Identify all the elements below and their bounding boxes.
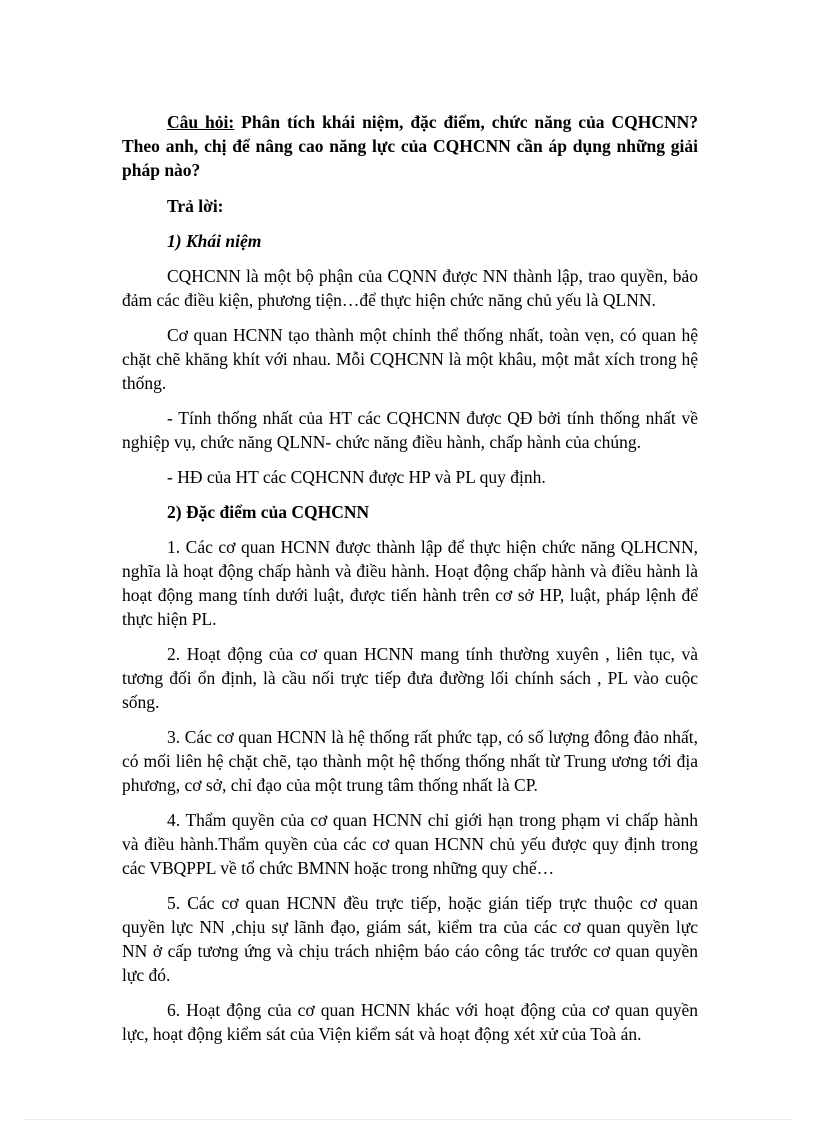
- answer-heading: Trả lời:: [167, 196, 224, 216]
- paragraph: CQHCNN là một bộ phận của CQNN được NN thành lập, trao quyền, bảo đảm các điều kiện, phương tiện…để thực hiện chức năng chủ yếu là QLNN.: [122, 266, 698, 310]
- question-label: Câu hỏi:: [167, 112, 235, 132]
- document-body: [122, 110, 698, 1057]
- paragraph: 3. Các cơ quan HCNN là hệ thống rất phức tạp, có số lượng đông đảo nhất, có mối liên hệ chặt chẽ, tạo thành một hệ thống thống nhất từ Trung ương tới địa phương, cơ sở, chỉ đạo của một trung tâm thống nhất là CP.: [122, 727, 698, 795]
- paragraph: 5. Các cơ quan HCNN đều trực tiếp, hoặc gián tiếp trực thuộc cơ quan quyền lực NN ,chịu sự lãnh đạo, giám sát, kiểm tra của các cơ quan quyền lực NN ở cấp tương ứng và chịu trách nhiệm báo cáo công tác trước cơ quan quyền lực đó.: [122, 893, 698, 985]
- paragraph: 1. Các cơ quan HCNN được thành lập để thực hiện chức năng QLHCNN, nghĩa là hoạt động chấp hành và điều hành. Hoạt động chấp hành và điều hành là hoạt động mang tính dưới luật, được tiến hành trên cơ sở HP, luật, pháp lệnh để thực hiện PL.: [122, 537, 698, 629]
- paragraph: 4. Thẩm quyền của cơ quan HCNN chỉ giới hạn trong phạm vi chấp hành và điều hành.Thẩm quyền của các cơ quan HCNN chủ yếu được quy định trong các VBQPPL về tổ chức BMNN hoặc trong những quy chế…: [122, 810, 698, 878]
- section-heading-characteristics: 2) Đặc điểm của CQHCNN: [167, 502, 370, 522]
- page-bottom-divider: [25, 1119, 791, 1120]
- question-text: Phân tích khái niệm, đặc điểm, chức năng của CQHCNN? Theo anh, chị để nâng cao năng lực của CQHCNN cần áp dụng những giải pháp nào?: [122, 112, 698, 180]
- paragraph: Cơ quan HCNN tạo thành một chỉnh thể thống nhất, toàn vẹn, có quan hệ chặt chẽ khăng khít với nhau. Mỗi CQHCNN là một khâu, một mắt xích trong hệ thống.: [122, 325, 698, 393]
- paragraph: 2. Hoạt động của cơ quan HCNN mang tính thường xuyên , liên tục, và tương đối ổn định, là cầu nối trực tiếp đưa đường lối chính sách , PL vào cuộc sống.: [122, 644, 698, 712]
- paragraph: - HĐ của HT các CQHCNN được HP và PL quy định.: [167, 467, 546, 487]
- section-heading-concept: 1) Khái niệm: [167, 231, 262, 251]
- paragraph: 6. Hoạt động của cơ quan HCNN khác với hoạt động của cơ quan quyền lực, hoạt động kiểm sát của Viện kiểm sát và hoạt động xét xử của Toà án.: [122, 1000, 698, 1044]
- question-paragraph: [122, 110, 698, 182]
- paragraph: - Tính thống nhất của HT các CQHCNN được QĐ bởi tính thống nhất về nghiệp vụ, chức năng QLNN- chức năng điều hành, chấp hành của chúng.: [122, 408, 698, 452]
